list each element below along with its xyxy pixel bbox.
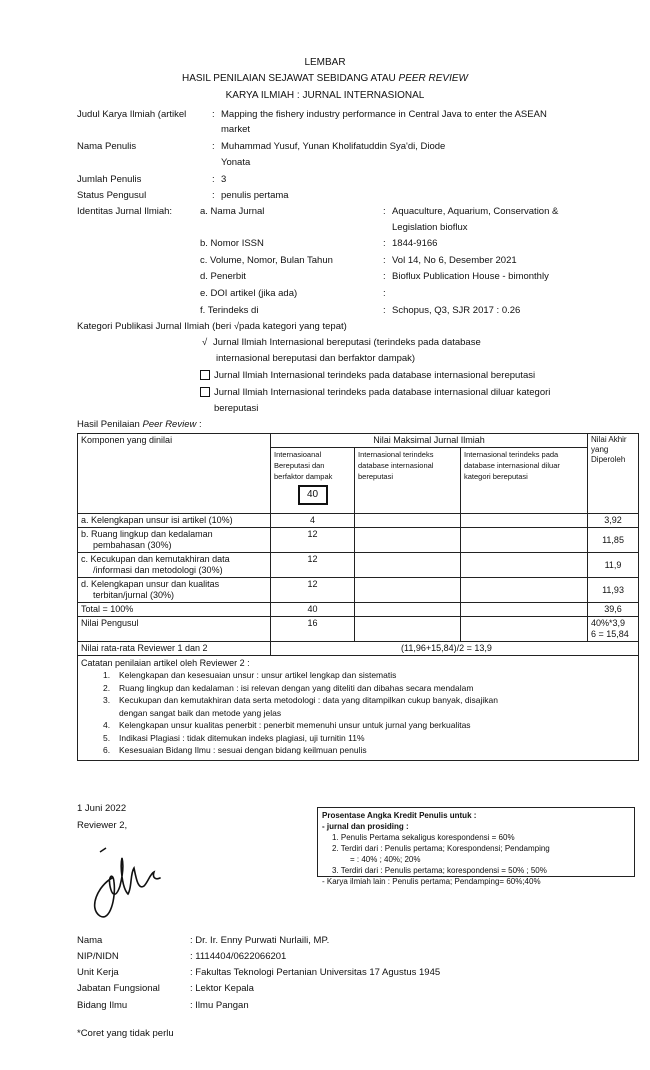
identitas-item-value: Bioflux Publication House - bimonthly bbox=[392, 271, 549, 282]
pengusul-label: Nilai Pengusul bbox=[78, 617, 271, 642]
judul-label: Judul Karya Ilmiah (artikel bbox=[77, 109, 187, 120]
kredit-line: 3. Terdiri dari : Penulis pertama; korespondensi = 50% ; 50% bbox=[332, 866, 547, 875]
identitas-item-label: a. Nama Jurnal bbox=[200, 206, 265, 217]
kategori-heading: Kategori Publikasi Jurnal Ilmiah (beri √pada kategori yang tepat) bbox=[77, 321, 347, 332]
header-line-2-italic: PEER REVIEW bbox=[398, 73, 468, 84]
kredit-line: 1. Penulis Pertama sekaligus korespondensi = 60% bbox=[332, 833, 515, 842]
table-row bbox=[78, 528, 639, 553]
identitas-item-label: d. Penerbit bbox=[200, 271, 246, 282]
reviewer-value: : 1114404/0622066201 bbox=[190, 951, 287, 962]
signature-date: 1 Juni 2022 bbox=[77, 803, 127, 814]
colon: : bbox=[212, 190, 215, 201]
reviewer-label: Nama bbox=[77, 935, 103, 946]
reviewer-label: Jabatan Fungsional bbox=[77, 983, 160, 994]
colon: : bbox=[383, 271, 386, 282]
nilai-max-box: 40 bbox=[298, 485, 328, 505]
reviewer-label: Bidang Ilmu bbox=[77, 1000, 128, 1011]
reviewer-label: NIP/NIDN bbox=[77, 951, 119, 962]
total-row bbox=[78, 603, 639, 617]
sub-header-1: Internasioanal Bereputasi dan berfaktor dampak 40 bbox=[271, 448, 355, 514]
identitas-item-value: Schopus, Q3, SJR 2017 : 0.26 bbox=[392, 305, 521, 316]
header-line-2-main: HASIL PENILAIAN SEJAWAT SEBIDANG ATAU bbox=[181, 73, 399, 84]
identitas-item-value: 1844-9166 bbox=[392, 238, 438, 249]
row-value: 12 bbox=[271, 553, 355, 578]
table-row bbox=[78, 514, 639, 528]
catatan-cell bbox=[78, 656, 639, 761]
kredit-title: Prosentase Angka Kredit Penulis untuk : bbox=[322, 811, 477, 820]
status-label: Status Pengusul bbox=[77, 190, 147, 201]
identitas-label: Identitas Jurnal Ilmiah: bbox=[77, 206, 173, 217]
catatan-item: 2. Ruang lingkup dan kedalaman : isi relevan dengan yang diteliti dan dibahas secara mendalam bbox=[103, 682, 474, 693]
kategori-option-2: Jurnal Ilmiah Internasional terindeks pada database internasional bereputasi bbox=[214, 370, 536, 381]
sub-header-3: Internasional terindeks pada database internasional diluar kategori bereputasi bbox=[461, 448, 588, 514]
catatan-item: 1. Kelengkapan dan kesesuaian unsur : unsur artikel lengkap dan sistematis bbox=[103, 670, 397, 680]
identitas-item-value: Aquaculture, Aquarium, Conservation & bbox=[392, 206, 559, 217]
colon: : bbox=[383, 305, 386, 316]
catatan-item: 4. Kelengkapan unsur kualitas penerbit : penerbit memenuhi unsur untuk jurnal yang berkualitas bbox=[103, 720, 471, 730]
sub-header-2: Internasional terindeks database internasional bereputasi bbox=[355, 448, 461, 514]
jumlah-value: 3 bbox=[221, 174, 227, 185]
total-label: Total = 100% bbox=[78, 603, 271, 617]
catatan-item: 6. Kesesuaian Bidang Ilmu : sesuai dengan bidang keilmuan penulis bbox=[103, 745, 367, 755]
kategori-option-1-cont: internasional bereputasi dan berfaktor dampak) bbox=[216, 353, 416, 364]
hasil-label: Hasil Penilaian Peer Review : bbox=[77, 419, 202, 430]
row-komponen: b. Ruang lingkup dan kedalaman pembahasan (30%) bbox=[78, 528, 271, 553]
kategori-option-3-cont: bereputasi bbox=[214, 403, 259, 414]
reviewer-label: Unit Kerja bbox=[77, 967, 119, 978]
table-row bbox=[78, 578, 639, 603]
penulis-label: Nama Penulis bbox=[77, 141, 137, 152]
colon: : bbox=[212, 174, 215, 185]
catatan-item: 3. Kecukupan dan kemutakhiran data serta metodologi : data yang ditampilkan cukup banyak, disajikan bbox=[103, 695, 498, 705]
col-komponen-header: Komponen yang dinilai bbox=[78, 434, 271, 514]
footnote: *Coret yang tidak perlu bbox=[77, 1028, 174, 1039]
pengusul-value: 16 bbox=[271, 617, 355, 642]
jumlah-label: Jumlah Penulis bbox=[77, 174, 142, 185]
col-nilai-maks-header: Nilai Maksimal Jurnal Ilmiah bbox=[271, 434, 588, 448]
col-nilai-akhir-header: Nilai Akhir yang Diperoleh bbox=[588, 434, 639, 514]
checkbox-icon[interactable] bbox=[200, 387, 210, 399]
reviewer-value: : Dr. Ir. Enny Purwati Nurlaili, MP. bbox=[190, 935, 330, 946]
rata-row bbox=[78, 642, 639, 656]
kredit-line: - jurnal dan prosiding : bbox=[322, 822, 409, 831]
total-value: 40 bbox=[271, 603, 355, 617]
table-row bbox=[78, 553, 639, 578]
kredit-box bbox=[317, 807, 635, 886]
kredit-line: 2. Terdiri dari : Penulis pertama; Korespondensi; Pendamping bbox=[332, 844, 550, 853]
row-akhir: 11,9 bbox=[588, 553, 639, 578]
total-akhir: 39,6 bbox=[588, 603, 639, 617]
catatan-row bbox=[78, 656, 639, 761]
colon: : bbox=[383, 255, 386, 266]
reviewer-value: : Lektor Kepala bbox=[190, 983, 254, 994]
status-value: penulis pertama bbox=[221, 190, 289, 201]
identitas-item-value: Vol 14, No 6, Desember 2021 bbox=[392, 255, 517, 266]
row-komponen: c. Kecukupan dan kemutakhiran data /informasi dan metodologi (30%) bbox=[78, 553, 271, 578]
colon: : bbox=[383, 288, 386, 299]
judul-value-2: market bbox=[221, 124, 251, 135]
catatan-heading: Catatan penilaian artikel oleh Reviewer 2 : bbox=[81, 658, 250, 668]
identitas-item-label: f. Terindeks di bbox=[200, 305, 259, 316]
header-line-3: KARYA ILMIAH : JURNAL INTERNASIONAL bbox=[225, 90, 425, 101]
colon: : bbox=[383, 238, 386, 249]
colon: : bbox=[212, 109, 215, 120]
row-value: 4 bbox=[271, 514, 355, 528]
rata-label: Nilai rata-rata Reviewer 1 dan 2 bbox=[78, 642, 271, 656]
kredit-line: = : 40% ; 40%; 20% bbox=[350, 855, 421, 864]
checkbox-icon[interactable] bbox=[200, 370, 210, 382]
kategori-option-3: Jurnal Ilmiah Internasional terindeks pada database internasional diluar kategori bbox=[214, 387, 551, 398]
identitas-item-label: b. Nomor ISSN bbox=[200, 238, 264, 249]
check-mark-icon: √ bbox=[202, 337, 208, 348]
pengusul-akhir: 40%*3,9 6 = 15,84 bbox=[588, 617, 639, 642]
colon: : bbox=[212, 141, 215, 152]
judul-value-1: Mapping the fishery industry performance in Central Java to enter the ASEAN bbox=[221, 109, 547, 120]
penulis-value-2: Yonata bbox=[221, 157, 251, 168]
header-line-1: LEMBAR bbox=[304, 57, 346, 68]
reviewer-value: : Ilmu Pangan bbox=[190, 1000, 249, 1011]
identitas-item-label: e. DOI artikel (jika ada) bbox=[200, 288, 298, 299]
rata-value: (11,96+15,84)/2 = 13,9 bbox=[271, 642, 639, 656]
row-akhir: 11,85 bbox=[588, 528, 639, 553]
kredit-line: - Karya ilmiah lain : Penulis pertama; Pendamping= 60%;40% bbox=[322, 877, 541, 886]
row-komponen: a. Kelengkapan unsur isi artikel (10%) bbox=[78, 514, 271, 528]
signature-image bbox=[78, 838, 168, 928]
kategori-option-1: Jurnal Ilmiah Internasional bereputasi (terindeks pada database bbox=[213, 337, 481, 348]
row-akhir: 11,93 bbox=[588, 578, 639, 603]
catatan-item: dengan sangat baik dan metode yang jelas bbox=[119, 707, 282, 718]
identitas-item-value: Legislation bioflux bbox=[392, 222, 468, 233]
row-komponen: d. Kelengkapan unsur dan kualitas terbitan/jurnal (30%) bbox=[78, 578, 271, 603]
reviewer-value: : Fakultas Teknologi Pertanian Universitas 17 Agustus 1945 bbox=[190, 967, 441, 978]
row-value: 12 bbox=[271, 578, 355, 603]
penilaian-table bbox=[77, 433, 639, 761]
signature-role: Reviewer 2, bbox=[77, 820, 128, 831]
colon: : bbox=[383, 206, 386, 217]
header-line-2 bbox=[0, 73, 650, 84]
pengusul-row bbox=[78, 617, 639, 642]
row-akhir: 3,92 bbox=[588, 514, 639, 528]
catatan-item: 5. Indikasi Plagiasi : tidak ditemukan indeks plagiasi, uji turnitin 11% bbox=[103, 732, 365, 743]
penulis-value-1: Muhammad Yusuf, Yunan Kholifatuddin Sya'di, Diode bbox=[221, 141, 446, 152]
row-value: 12 bbox=[271, 528, 355, 553]
identitas-item-label: c. Volume, Nomor, Bulan Tahun bbox=[200, 255, 333, 266]
